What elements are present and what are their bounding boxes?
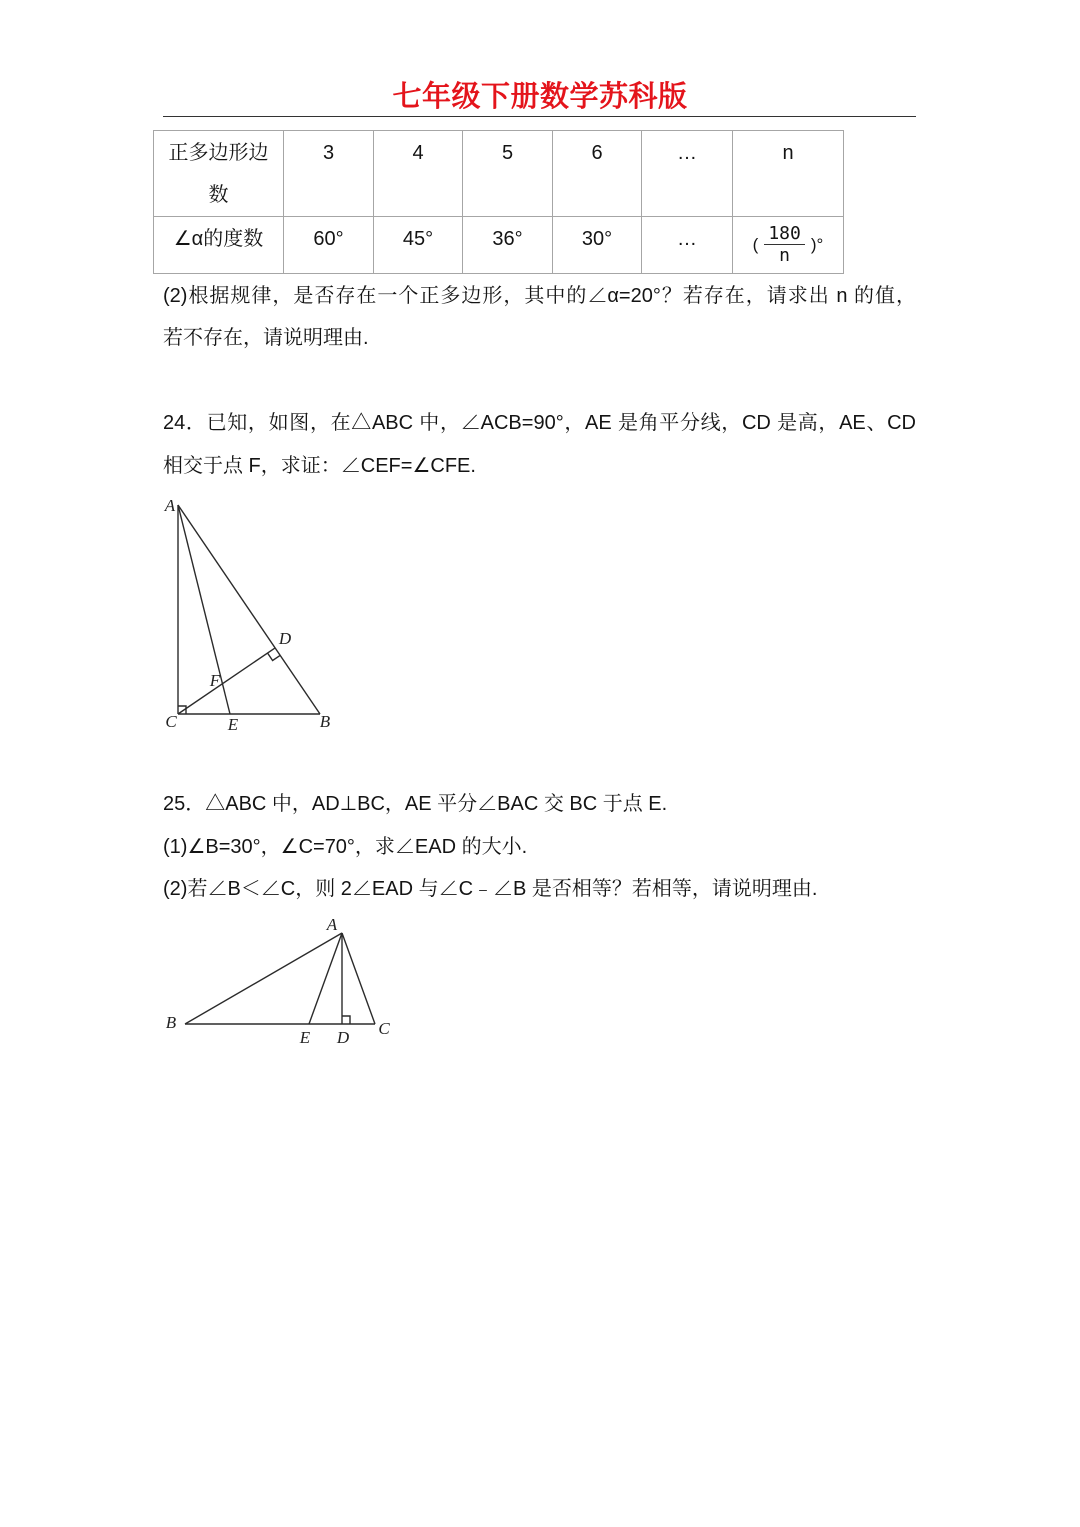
polygon-angle-table [153,130,844,274]
q24-line-2: 相交于点 F，求证：∠CEF=∠CFE. [163,455,476,477]
label-d: D [336,1028,350,1047]
label-e: E [299,1028,311,1047]
right-angle-mark-d [342,1016,350,1024]
q25-part1-line: (1)∠B=30°，∠C=70°，求∠EAD 的大小. [163,836,528,858]
q25-part2-line: (2)若∠B＜∠C，则 2∠EAD 与∠C﹣∠B 是否相等？若相等，请说明理由. [163,878,818,900]
formula-open-paren: ( [752,234,759,254]
table-cell: 30° [553,217,642,274]
q23-part2-line-2: 若不存在，请说明理由. [163,327,369,349]
title-divider [163,116,916,117]
segment-cd [178,648,275,714]
table-cell: 4 [374,131,463,217]
segment-ae [309,933,342,1024]
segment-ab [185,933,342,1024]
table-cell: 45° [374,217,463,274]
fraction [764,224,805,266]
fraction-denominator: n [779,244,791,266]
label-a: A [326,915,338,934]
segment-ae [178,505,230,714]
fraction-numerator: 180 [764,224,805,245]
label-e: E [227,715,239,734]
table-cell: 3 [284,131,374,217]
page-title: 七年级下册数学苏科版 [392,81,688,113]
table-cell: 5 [463,131,553,217]
label-b: B [319,712,331,731]
q24-triangle-figure [150,490,350,742]
segment-ac [342,933,375,1024]
table-row-angle [154,217,844,274]
q25-triangle-figure [150,910,410,1055]
table-cell: … [642,217,733,274]
label-c: C [378,1019,390,1038]
table-cell: n [733,131,844,217]
table-cell: … [642,131,733,217]
table-cell-formula [733,217,844,274]
angle-formula [733,217,843,272]
label-d: D [278,629,292,648]
table-header-angle: ∠α的度数 [154,217,284,274]
formula-close-degree: )° [810,234,824,254]
label-a: A [164,496,176,515]
label-b: B [165,1013,177,1032]
table-header-sides: 正多边形边数 [154,131,284,217]
label-f: F [209,671,221,690]
table-cell: 36° [463,217,553,274]
q23-part2-line-1: (2)根据规律，是否存在一个正多边形，其中的∠α=20°？若存在，请求出 n 的值， [163,285,916,307]
q24-line-1: 24．已知，如图，在△ABC 中，∠ACB=90°，AE 是角平分线，CD 是高，AE、CD [163,412,916,434]
table-cell: 60° [284,217,374,274]
table-row-sides [154,131,844,217]
segment-ab [178,505,320,714]
q25-line-1: 25．△ABC 中，AD⊥BC，AE 平分∠BAC 交 BC 于点 E. [163,793,668,815]
right-angle-mark-d [268,653,281,660]
table-cell: 6 [553,131,642,217]
label-c: C [165,712,177,731]
